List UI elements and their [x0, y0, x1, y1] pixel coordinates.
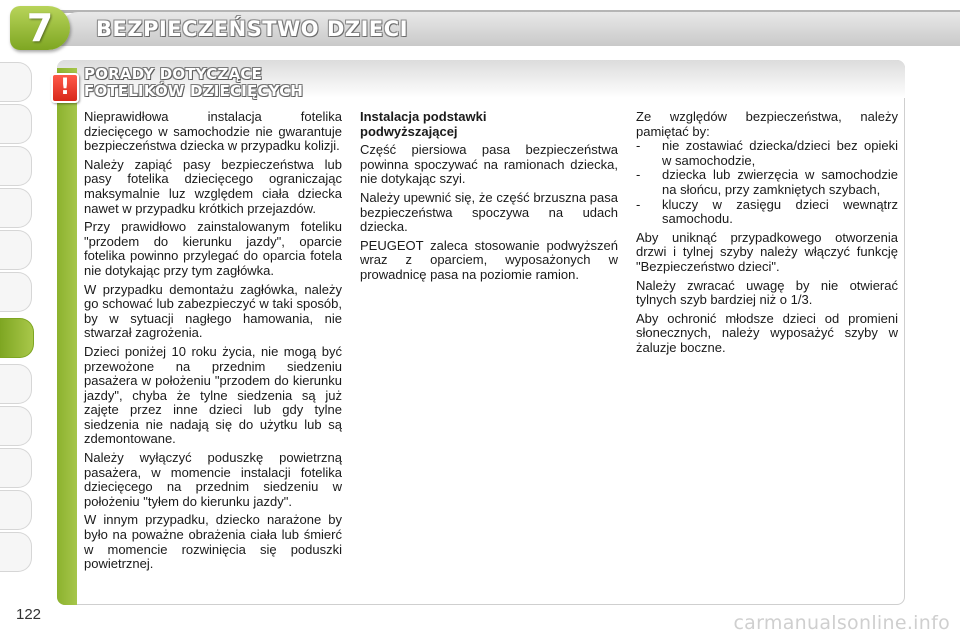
paragraph: Należy zwracać uwagę by nie otwierać tylnych szyb bardziej niż o 1/3. — [636, 277, 898, 308]
subsection-title — [360, 110, 618, 139]
section-title-line-1: PORADY DOTYCZĄCE — [84, 65, 263, 83]
section-title — [84, 66, 384, 100]
exclamation-warning-icon: ! — [59, 75, 71, 100]
side-tab-9[interactable] — [0, 406, 32, 446]
paragraph: W przypadku demontażu zagłówka, należy go schować lub zabezpieczyć w taki sposób, by w sytuacji nagłego hamowania, nie stwarzał zagrożenia. — [84, 281, 342, 341]
side-tab-4[interactable] — [0, 188, 32, 228]
side-tab-5[interactable] — [0, 230, 32, 270]
list-dash: - — [636, 138, 641, 154]
paragraph: Należy zapiąć pasy bezpieczeństwa lub pasy fotelika dziecięcego ograniczając maksymalnie luz względem ciała dziecka nawet w przypadku krótkich przejazdów. — [84, 156, 342, 216]
list-dash: - — [636, 167, 641, 183]
content-accent-bar — [57, 68, 77, 605]
list-item-text: nie zostawiać dziecka/dzieci bez opieki w samochodzie, — [662, 138, 898, 168]
side-tab-11[interactable] — [0, 490, 32, 530]
paragraph: Dzieci poniżej 10 roku życia, nie mogą być przewożone na przednim siedzeniu pasażera w położeniu "przodem do kierunku jazdy", chyba że tylne siedzenia są już zajęte przez inne dzieci lub gdy tylne siedzenia nie nadają się do użytku lub są zdemontowane. — [84, 343, 342, 447]
list-dash: - — [636, 196, 641, 212]
list-intro: Ze względów bezpieczeństwa, należy pamiętać by: — [636, 109, 898, 139]
paragraph: W innym przypadku, dziecko narażone by było na poważne obrażenia ciała lub śmierć w momencie rozwinięcia się poduszki powietrznej. — [84, 512, 342, 572]
paragraph: Należy wyłączyć poduszkę powietrzną pasażera, w momencie instalacji fotelika dziecięcego na przednim siedzeniu w położeniu "tyłem do kierunku jazdy". — [84, 450, 342, 509]
subsection-title-line-1: Instalacja podstawki — [360, 109, 487, 124]
chapter-badge — [10, 6, 70, 50]
paragraph: Nieprawidłowa instalacja fotelika dziecięcego w samochodzie nie gwarantuje bezpieczeństwa dziecka w przypadku kolizji. — [84, 109, 342, 154]
text-column-3 — [636, 110, 898, 360]
warning-badge — [51, 73, 79, 103]
side-tab-8[interactable] — [0, 364, 32, 404]
watermark-text: carmanualsonline.info — [733, 612, 950, 634]
page-number: 122 — [16, 606, 42, 623]
side-tab-2[interactable] — [0, 104, 32, 144]
list-item — [636, 139, 898, 168]
paragraph: Część piersiowa pasa bezpieczeństwa powinna spoczywać na ramionach dziecka, nie dotykając szyi. — [360, 142, 618, 187]
list-item — [636, 198, 898, 227]
section-title-line-2: FOTELIKÓW DZIECIĘCYCH — [84, 82, 304, 100]
side-tab-7-active[interactable] — [0, 318, 34, 358]
paragraph: PEUGEOT zaleca stosowanie podwyższeń wraz z oparciem, wyposażonych w prowadnicę pasa na poziomie ramion. — [360, 237, 618, 282]
chapter-number: 7 — [26, 6, 54, 50]
list-item-text: dziecka lub zwierzęcia w samochodzie na słońcu, przy zamkniętych szybach, — [662, 167, 898, 197]
text-column-1 — [84, 110, 342, 576]
side-tab-10[interactable] — [0, 448, 32, 488]
chapter-side-tabs — [0, 62, 36, 582]
list-item — [636, 168, 898, 197]
text-column-2 — [360, 110, 618, 287]
side-tab-3[interactable] — [0, 146, 32, 186]
side-tab-6[interactable] — [0, 272, 32, 312]
subsection-title-line-2: podwyższającej — [360, 123, 458, 139]
paragraph: Aby uniknąć przypadkowego otworzenia drzwi i tylnej szyby należy włączyć funkcję "Bezpieczeństwo dzieci". — [636, 229, 898, 274]
paragraph: Przy prawidłowo zainstalowanym foteliku "przodem do kierunku jazdy", oparcie fotelika powinno przylegać do oparcia fotela nie dotykając przy tym zagłówka. — [84, 219, 342, 278]
side-tab-12[interactable] — [0, 532, 32, 572]
side-tab-1[interactable] — [0, 62, 32, 102]
chapter-title: BEZPIECZEŃSTWO DZIECI — [96, 17, 409, 41]
paragraph: Aby ochronić młodsze dzieci od promieni słonecznych, należy wyposażyć szyby w żaluzje boczne. — [636, 310, 898, 355]
list-item-text: kluczy w zasięgu dzieci wewnątrz samochodu. — [662, 196, 898, 227]
page-header — [0, 0, 960, 56]
paragraph: Należy upewnić się, że część brzuszna pasa bezpieczeństwa spoczywa na udach dziecka. — [360, 189, 618, 235]
